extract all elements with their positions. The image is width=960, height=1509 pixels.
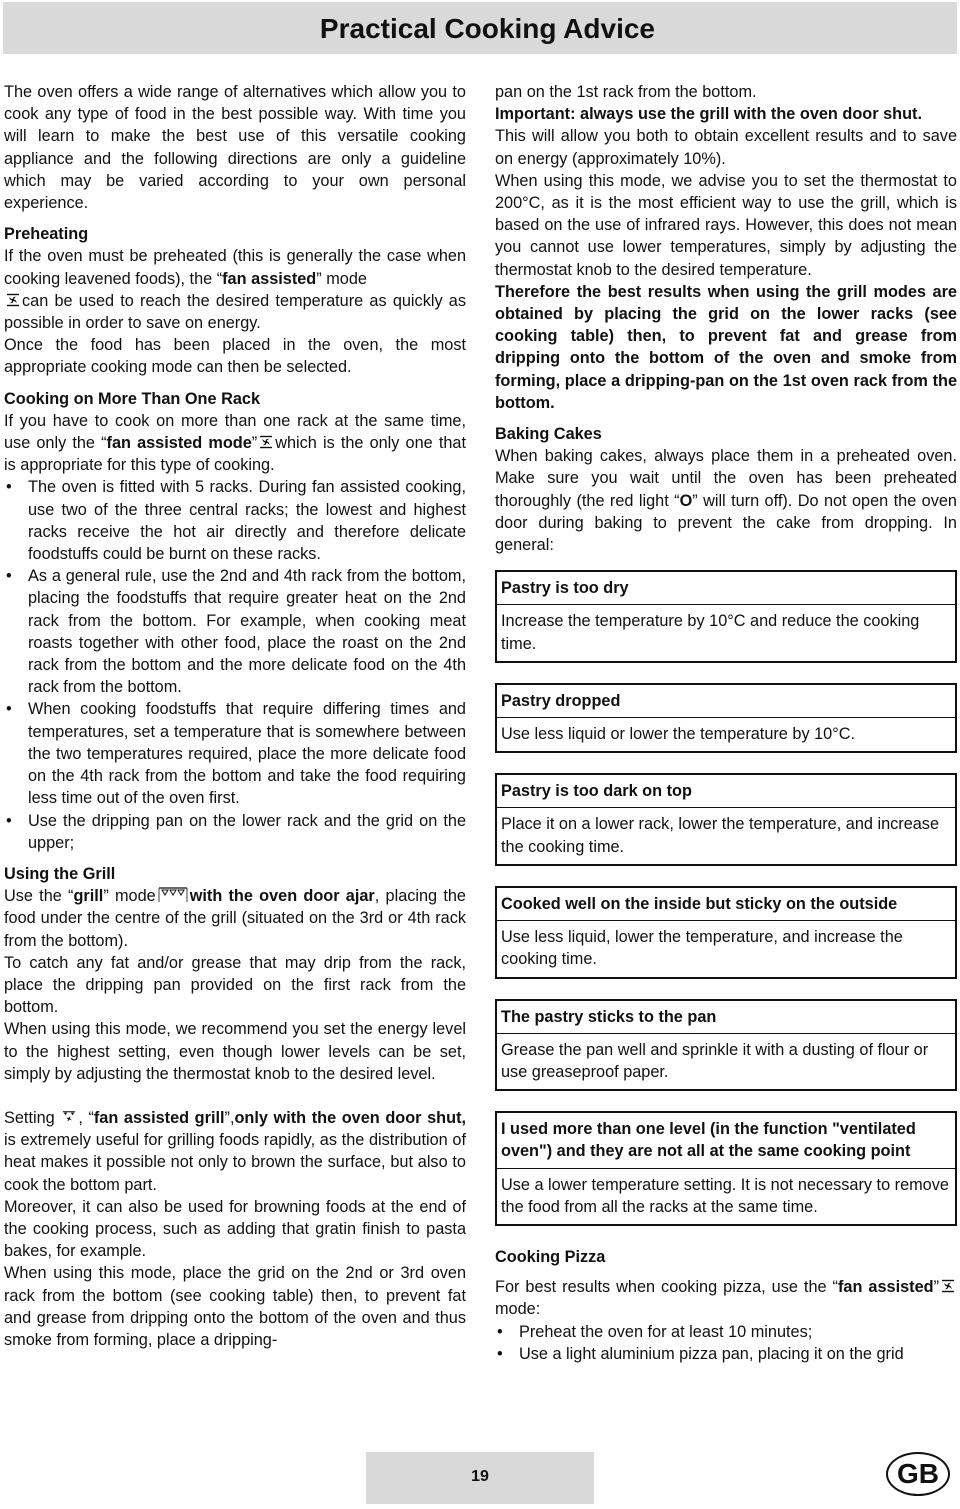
grill-icon <box>158 887 188 903</box>
fan-grill-paragraph-3: When using this mode, place the grid on the 2nd or 3rd oven rack from the bottom (see cooking table) then, to prevent fat and grease from dripping onto the bottom of the oven and thus smoke from forming, place a dripping- <box>4 1264 466 1349</box>
tip-box-sticky-outside <box>495 886 957 979</box>
thermostat-paragraph: When using this mode, we advise you to set the thermostat to 200°C, as it is the most efficient way to use the grill, which is based on the use of infrared rays. However, this does not mean you cannot use lower temperatures, simply by adjusting the thermostat knob to the desired temperature. <box>495 171 957 279</box>
tip-box-dropped <box>495 683 957 753</box>
baking-cakes-paragraph: When baking cakes, always place them in a preheated oven. Make sure you wait until the oven has been preheated thoroughly (the red light “O” will turn off). Do not open the oven door during baking to prevent the cake from dropping. In general: <box>495 447 957 555</box>
fan-assisted-icon <box>941 1279 955 1293</box>
tip-text: Use less liquid, lower the temperature, and increase the cooking time. <box>501 928 903 969</box>
language-badge: GB <box>886 1452 950 1496</box>
grill-paragraph-2: To catch any fat and/or grease that may drip from the rack, place the dripping pan provided on the first rack from the bottom. <box>4 953 466 1017</box>
best-results-paragraph: Therefore the best results when using the grill modes are obtained by placing the grid on the lower racks (see cooking table) then, to prevent fat and grease from dripping onto the bottom of the oven and smoke from forming, place a dripping-pan on the 1st oven rack from the bottom. <box>495 282 957 412</box>
list-item: • Preheat the oven for at least 10 minutes; <box>495 1321 957 1343</box>
tip-text: Grease the pan well and sprinkle it with a dusting of flour or use greaseproof paper. <box>501 1040 929 1081</box>
tip-text: Use a lower temperature setting. It is not necessary to remove the food from all the racks at the same time. <box>501 1175 949 1216</box>
pizza-list <box>495 1321 957 1365</box>
baking-cakes-heading: Baking Cakes <box>495 425 602 444</box>
tip-box-multi-level <box>495 1111 957 1226</box>
preheating-paragraph-2: Once the food has been placed in the oven, the most appropriate cooking mode can then be selected. <box>4 336 466 377</box>
fan-assisted-icon <box>6 293 20 307</box>
tip-title: The pastry sticks to the pan <box>497 1001 955 1034</box>
tip-box-too-dry <box>495 570 957 663</box>
grill-heading: Using the Grill <box>4 864 116 883</box>
page-title: Practical Cooking Advice <box>319 13 655 44</box>
tip-box-too-dark <box>495 773 957 866</box>
more-racks-paragraph: If you have to cook on more than one rack at the same time, use only the “fan assisted mode” which is the only one that is appropriate for this type of cooking. <box>4 411 466 475</box>
fan-grill-paragraph-1: Setting , “fan assisted grill”,only with the oven door shut, is extremely useful for grilling foods rapidly, as the distribution of heat makes it possible not only to brown the surface, but also to cook the bottom part. <box>4 1108 467 1194</box>
continued-text: pan on the 1st rack from the bottom. <box>495 83 757 101</box>
fan-grill-paragraph-2: Moreover, it can also be used for browning foods at the end of the cooking process, such as adding that gratin finish to pasta bakes, for example. <box>4 1197 466 1261</box>
more-racks-list <box>4 476 466 853</box>
page-footer <box>0 1452 960 1504</box>
list-item: • When cooking foodstuffs that require differing times and temperatures, set a temperature that is somewhere between the two temperatures required, place the more delicate food on the 4th rack from the bottom and take the food requiring less time out of the oven first. <box>4 698 466 809</box>
grill-paragraph-3: When using this mode, we recommend you set the energy level to the highest setting, even though lower levels can be set, simply by adjusting the thermostat knob to the desired level. <box>4 1020 466 1083</box>
important-note: Important: always use the grill with the oven door shut. <box>495 105 922 124</box>
tip-title: Cooked well on the inside but sticky on the outside <box>497 888 955 921</box>
grill-energy-paragraph: This will allow you both to obtain excellent results and to save on energy (approximately 10%). <box>495 127 957 168</box>
list-item: • Use a light aluminium pizza pan, placing it on the grid <box>495 1343 957 1365</box>
grill-paragraph-1: Use the “grill” mode with the oven door ajar, placing the food under the centre of the grill (situated on the 3rd or 4th rack from the bottom). <box>4 887 466 950</box>
fan-assisted-icon <box>259 435 273 449</box>
page-header <box>3 2 957 54</box>
page-number: 19 <box>471 1468 489 1485</box>
pizza-paragraph: For best results when cooking pizza, use the “fan assisted” mode: <box>495 1276 957 1320</box>
preheating-paragraph-1: If the oven must be preheated (this is generally the case when cooking leavened foods), the “fan assisted” mode can be used to reach the desired temperature as quickly as possible in order to save on energy. <box>4 247 466 333</box>
preheating-heading: Preheating <box>4 225 89 244</box>
tip-title: Pastry dropped <box>497 685 955 718</box>
pizza-heading: Cooking Pizza <box>495 1247 606 1266</box>
tip-text: Place it on a lower rack, lower the temperature, and increase the cooking time. <box>501 815 940 856</box>
tip-box-sticks-to-pan <box>495 999 957 1092</box>
tip-text: Use less liquid or lower the temperature by 10°C. <box>501 725 856 744</box>
tip-text: Increase the temperature by 10°C and reduce the cooking time. <box>501 612 920 653</box>
list-item: • As a general rule, use the 2nd and 4th rack from the bottom, placing the foodstuffs that require greater heat on the 2nd rack from the bottom. For example, when cooking meat roasts together with other food, place the roast on the 2nd rack from the bottom and the more delicate food on the 4th rack from the bottom. <box>4 565 466 698</box>
more-racks-heading: Cooking on More Than One Rack <box>4 389 261 408</box>
intro-paragraph: The oven offers a wide range of alternatives which allow you to cook any type of food in the best possible way. With time you will learn to make the best use of this versatile cooking appliance and the following directions are only a guideline which may be varied according to your own personal experience. <box>4 83 466 213</box>
tip-title: Pastry is too dry <box>497 572 955 605</box>
left-column <box>4 81 466 1351</box>
tip-title: Pastry is too dark on top <box>497 775 955 808</box>
right-column <box>495 81 957 1365</box>
list-item: • Use the dripping pan on the lower rack and the grid on the upper; <box>4 810 466 854</box>
list-item: • The oven is fitted with 5 racks. During fan assisted cooking, use two of the three central racks; the lowest and highest racks receive the hot air directly and therefore delicate foodstuffs could be burnt on these racks. <box>4 476 466 565</box>
tip-title: I used more than one level (in the function "ventilated oven") and they are not all at the same cooking point <box>497 1113 955 1168</box>
fan-grill-icon <box>62 1110 76 1124</box>
